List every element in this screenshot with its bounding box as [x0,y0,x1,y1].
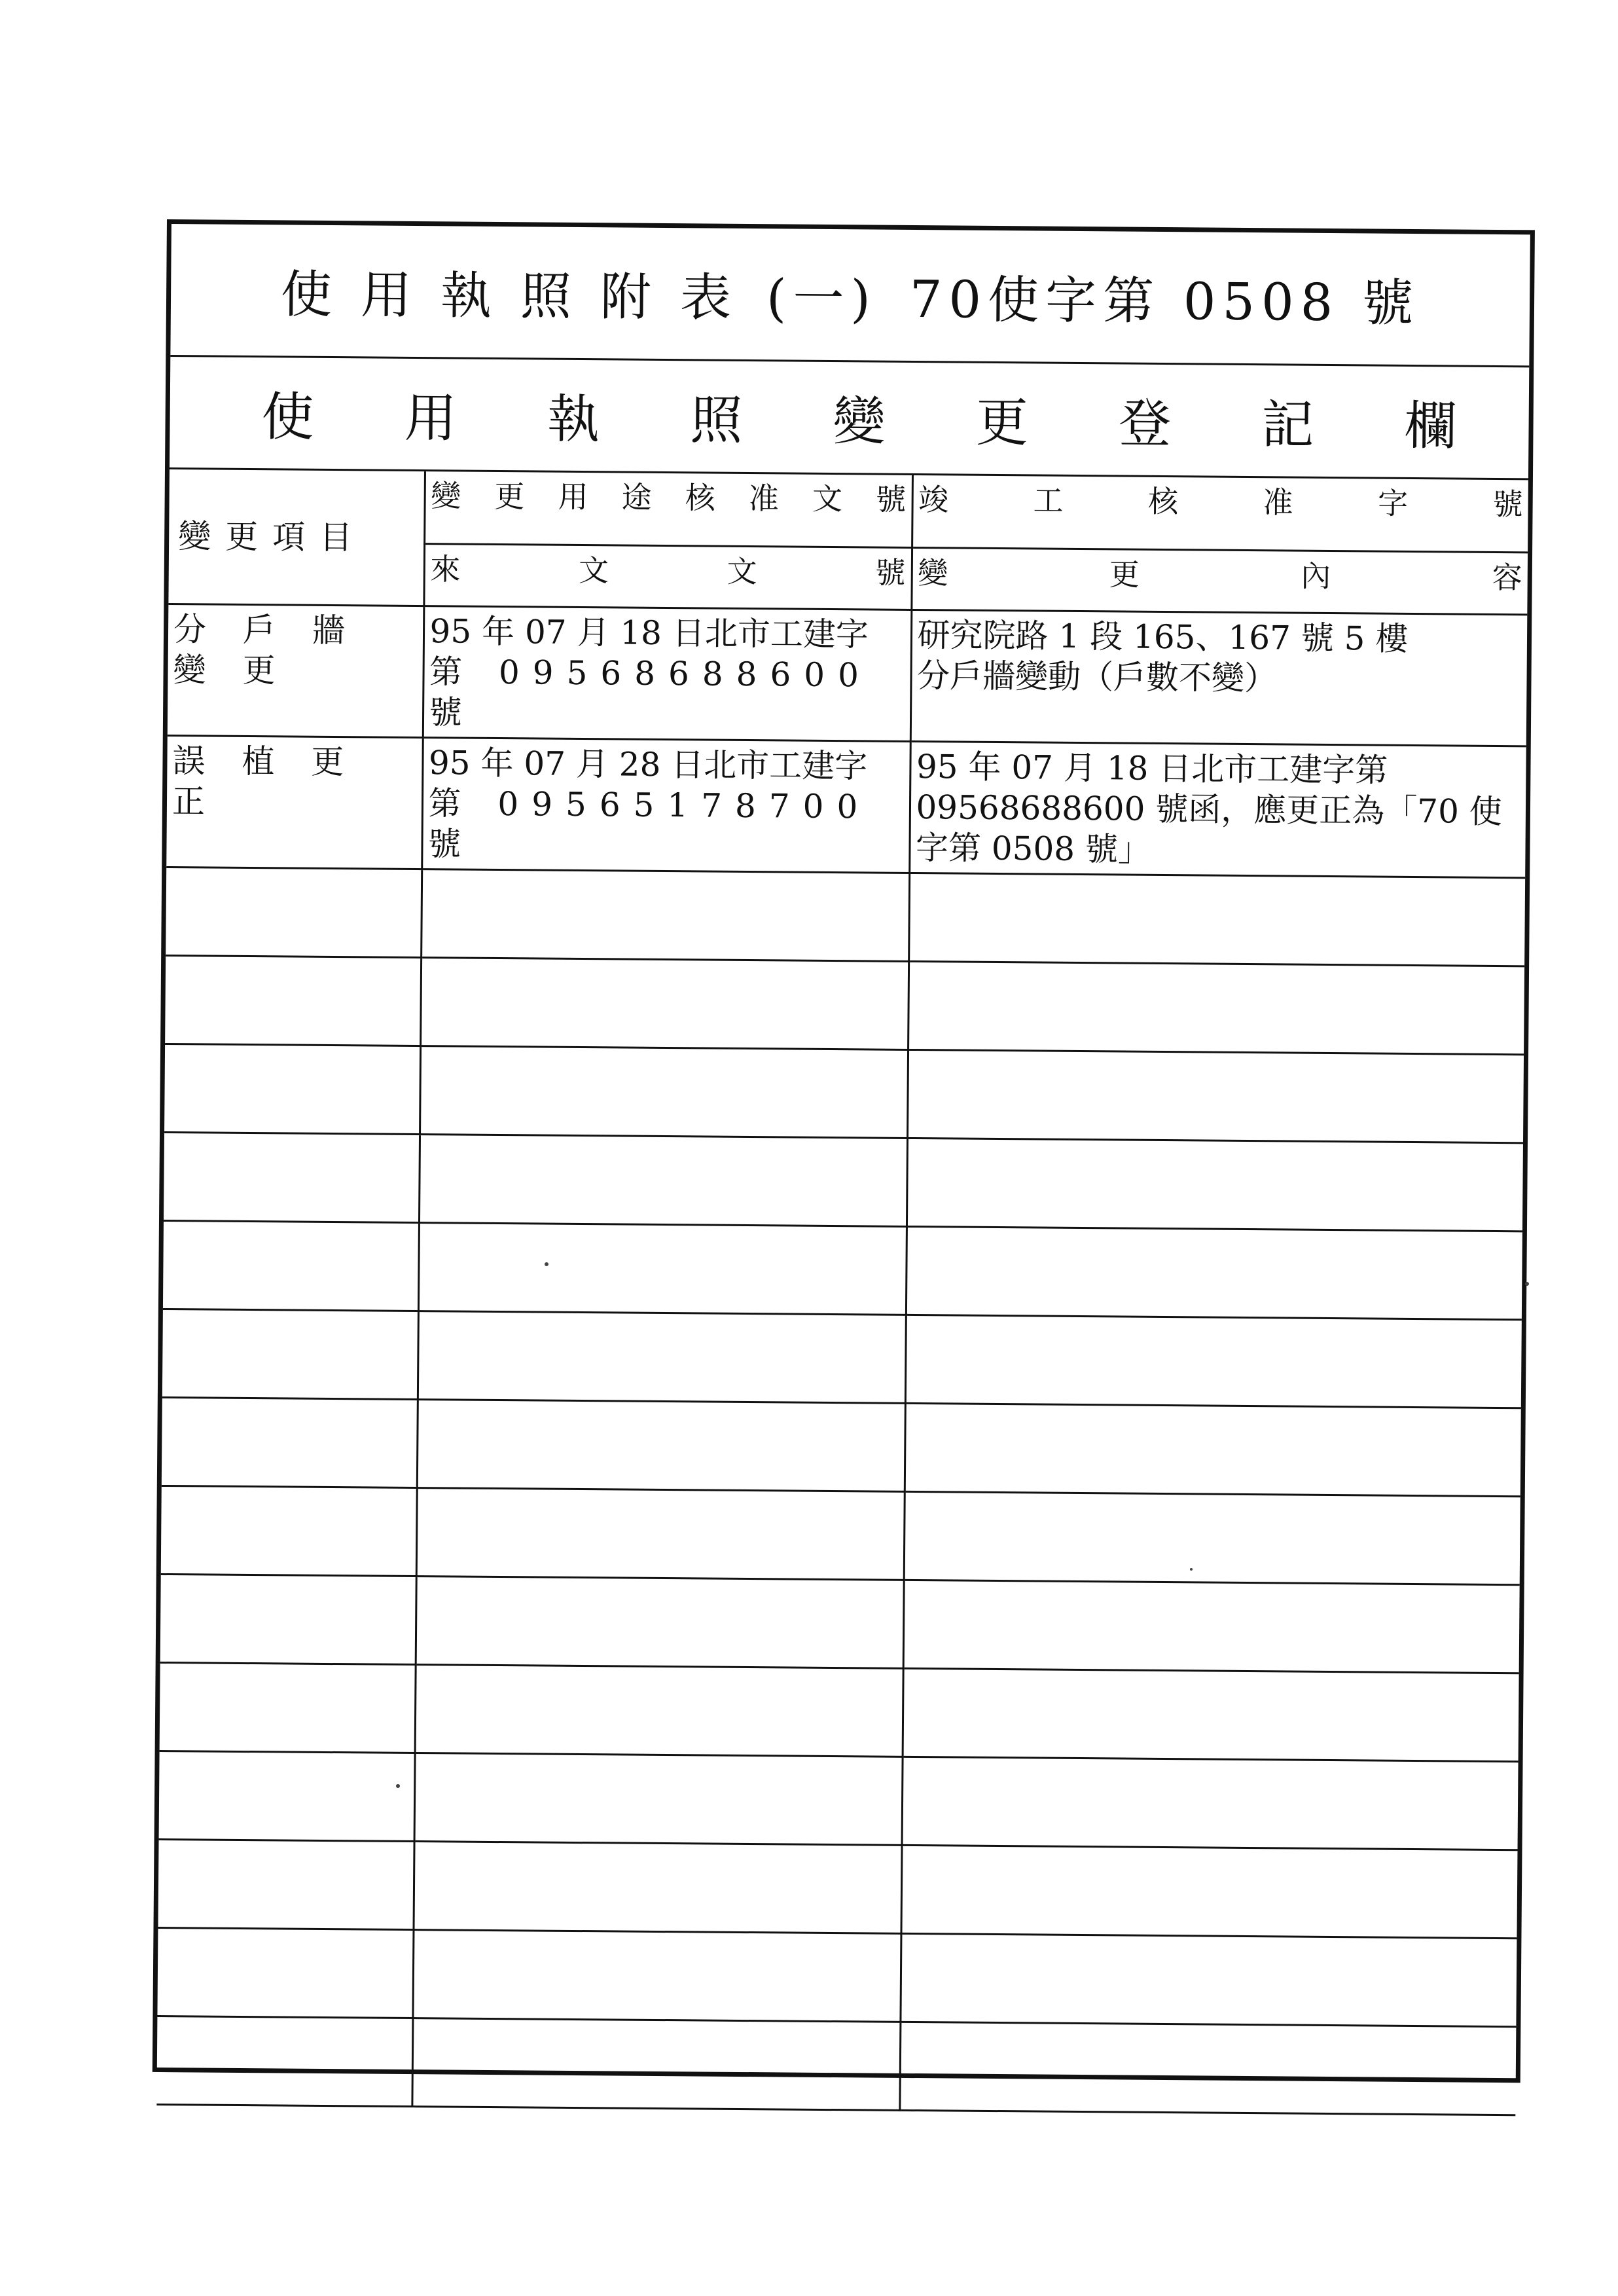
change-content-cell [910,610,1528,746]
empty-cell [165,955,421,1046]
empty-cell [908,961,1524,1054]
empty-row [157,1927,1517,2026]
content-line: 字第 0508 號」 [915,828,1151,869]
empty-cell [157,1927,413,2018]
table-row [168,604,1528,746]
empty-cell [162,1397,418,1487]
empty-cell [418,1222,907,1315]
empty-cell [904,1491,1520,1584]
content-line: 95 年 07 月 18 日北市工建字第 [916,747,1388,790]
header-change-content [911,547,1528,614]
header-char: 工 [1033,483,1064,519]
empty-row [156,2016,1516,2115]
empty-cell [900,1933,1517,2026]
empty-row [162,1309,1522,1408]
empty-cell [160,1574,416,1664]
header-change-item: 變更項目 [168,469,425,606]
empty-cell [166,867,422,957]
form-title [170,224,1530,367]
header-char: 用 [558,479,588,515]
heading-char: 登 [1118,392,1172,454]
heading-char: 變 [833,390,886,452]
header-char: 文 [812,481,843,517]
heading-char: 用 [404,387,458,448]
header-approval-number [424,471,912,547]
document-line: 第 09568688600 號 [429,652,872,732]
content-line: 09568688600 號函，應更正為「70 使 [916,788,1503,831]
empty-row [160,1574,1520,1673]
header-char: 字 [1377,485,1409,521]
title-word: 使用執照附表 [280,265,761,329]
content-line: 分戶牆變動（戶數不變） [916,656,1278,697]
empty-cell [417,1399,905,1491]
header-char: 竣 [918,482,949,518]
scan-speck [396,1784,400,1788]
header-char: 准 [748,480,780,517]
header-char: 來 [430,551,461,587]
document-number-cell [423,606,912,741]
header-char: 文 [578,552,609,588]
heading-char: 照 [690,389,743,451]
change-register-heading [170,355,1529,480]
empty-cell [905,1403,1521,1496]
header-char: 號 [875,481,907,517]
empty-row [164,1132,1523,1231]
document-line: 95 年 07 月 18 日北市工建字 [429,611,869,653]
empty-cell [414,1753,903,1845]
empty-cell [420,957,908,1049]
empty-cell [162,1309,418,1399]
heading-char: 執 [547,388,600,450]
header-char: 變 [430,478,461,514]
empty-cell [412,1929,901,2022]
empty-cell [163,1220,419,1311]
empty-cell [164,1044,420,1134]
title-part: (一) [766,269,878,329]
empty-row [161,1485,1520,1584]
empty-cell [159,1751,415,1841]
header-char: 准 [1263,484,1293,520]
empty-row [166,867,1525,966]
header-char: 更 [494,478,525,515]
header-char: 核 [1147,483,1179,520]
header-char: 核 [685,480,715,516]
empty-cell [160,1662,416,1753]
empty-cell [418,1311,906,1403]
change-register-table [156,469,1528,2116]
empty-cell [161,1485,417,1576]
header-incoming-number [423,543,912,610]
empty-cell [420,1046,908,1138]
document-number-cell [422,737,910,873]
empty-cell [419,1134,907,1226]
empty-cell [164,1132,420,1222]
heading-char: 記 [1261,393,1314,456]
scan-speck [545,1262,548,1266]
empty-cell [413,1841,901,1933]
heading-char: 更 [975,392,1029,453]
empty-cell [903,1580,1520,1673]
empty-cell [905,1315,1522,1408]
header-char: 途 [621,479,652,515]
change-content-cell [909,741,1526,877]
header-char: 號 [875,555,906,591]
change-item-cell: 分 戶 牆 變 更 [168,604,424,737]
empty-cell [416,1487,905,1580]
heading-char: 欄 [1404,395,1457,456]
empty-cell [907,1138,1523,1231]
empty-cell [412,2018,900,2110]
empty-cell [899,2022,1516,2115]
content-line: 研究院路 1 段 165、167 號 5 樓 [917,615,1409,658]
empty-cell [158,1839,414,1929]
change-item-cell: 誤 植 更 正 [166,735,423,869]
empty-cell [421,869,909,961]
empty-cell [415,1664,903,1757]
empty-row [158,1839,1518,1938]
empty-row [162,1397,1521,1496]
header-char: 變 [918,555,948,591]
table-row [166,735,1526,877]
empty-cell [908,873,1525,966]
empty-cell [901,1845,1517,1938]
empty-cell [907,1049,1524,1142]
empty-cell [903,1668,1519,1761]
header-char: 更 [1109,556,1140,592]
empty-row [159,1751,1519,1850]
header-char: 容 [1492,559,1522,595]
scan-speck [1190,1568,1193,1571]
document-line: 第 09565178700 號 [427,784,871,864]
empty-row [160,1662,1519,1761]
scan-speck [1525,1282,1529,1286]
empty-cell [902,1757,1519,1850]
header-char: 號 [1492,486,1523,522]
empty-row [165,955,1524,1054]
empty-cell [416,1576,904,1668]
document-line: 95 年 07 月 28 日北市工建字 [428,743,868,785]
heading-char: 使 [261,386,315,448]
empty-row [163,1220,1522,1319]
usage-permit-form [153,219,1535,2083]
header-char: 文 [727,553,757,589]
empty-row [164,1044,1524,1142]
empty-cell [906,1226,1522,1319]
header-char: 內 [1301,558,1331,594]
permit-number: 70使字第 0508 號 [909,270,1420,334]
empty-cell [156,2016,412,2106]
header-completion-number [912,475,1528,552]
